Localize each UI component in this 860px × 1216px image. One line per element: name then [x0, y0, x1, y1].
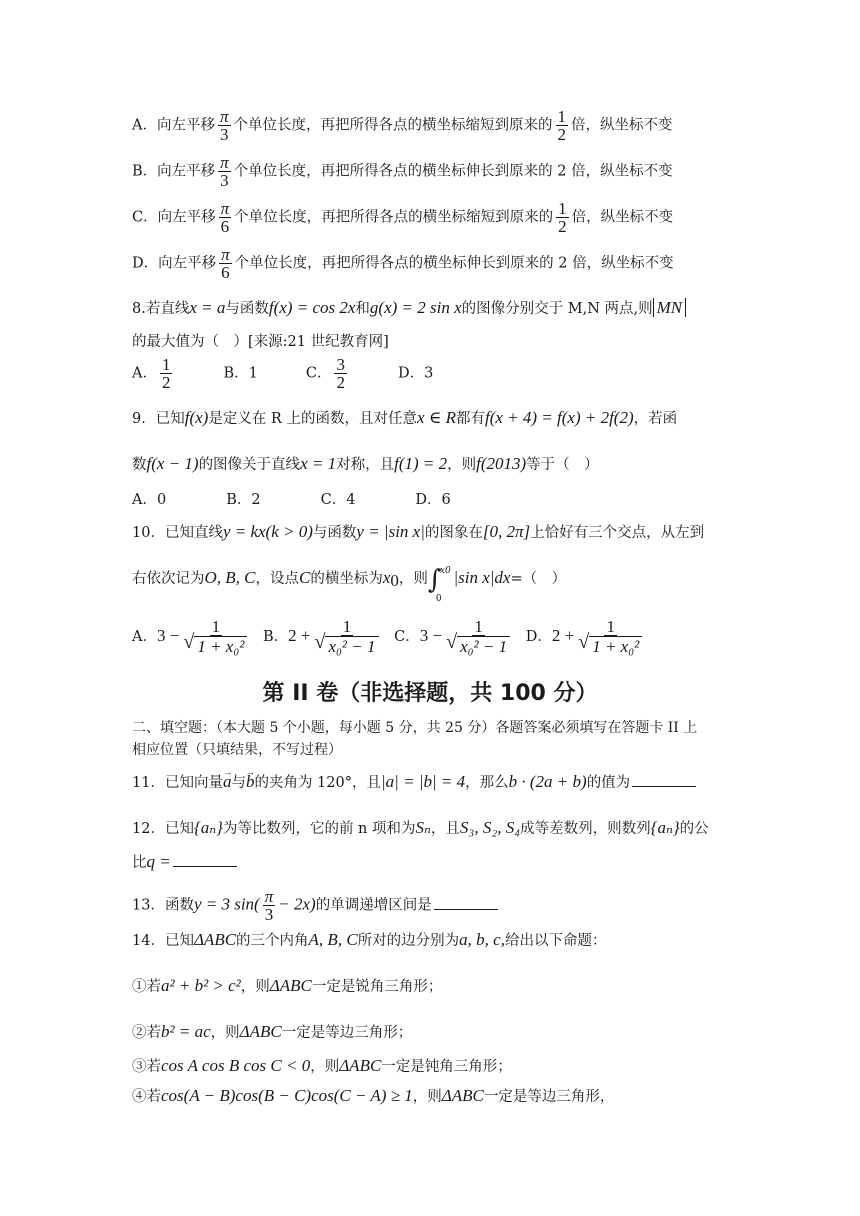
q14-proposition-2: [132, 1022, 412, 1043]
q11-math: b · (2a + b): [508, 772, 587, 791]
q10-options: [132, 618, 647, 656]
q12-math: Sₙ: [415, 818, 431, 837]
q13-math: y = 3 sin(: [193, 894, 260, 914]
q10-text: ，设点: [255, 571, 299, 587]
q14-text: ②若: [132, 1025, 161, 1041]
q9-math: x = 1: [300, 454, 337, 473]
q10-option-a-label: A．: [132, 629, 157, 645]
q14-math: a² + b² > c²: [161, 976, 241, 995]
q10-math: y = kx(k > 0): [222, 522, 313, 541]
q7-a-shift-fraction: [218, 108, 231, 143]
q8-text: 和: [355, 301, 370, 317]
q7-d-middle: 个单位长度，再把所得各点的横坐标伸长到原来的 2 倍，纵坐标不变: [234, 255, 674, 272]
q7-b-middle: 个单位长度，再把所得各点的横坐标伸长到原来的 2 倍，纵坐标不变: [233, 163, 673, 180]
q10-math: C: [299, 568, 311, 587]
q14-text: ，则: [240, 979, 270, 995]
q7-c-suffix: 倍，纵坐标不变: [571, 209, 674, 226]
q9-math: f(x): [184, 408, 209, 427]
q13-text: 的单调递增区间是: [315, 897, 432, 914]
q7-c-prefix: C．向左平移: [132, 209, 216, 226]
q9-math: x ∈ R: [416, 408, 456, 427]
q12-math: {aₙ}: [193, 818, 223, 837]
q9-option-c: C．4: [320, 492, 356, 508]
q9-math: f(x + 4) = f(x) + 2f(2): [484, 408, 634, 427]
q8-math-g: g(x) = 2 sin x: [369, 298, 462, 317]
frac-num: π: [264, 887, 274, 906]
q7-d-shift-fraction: [219, 246, 232, 281]
q14-text: 一定是等边三角形，: [483, 1089, 615, 1105]
q9-text: 等于（ ）: [526, 457, 599, 473]
q12-math: {aₙ}: [650, 818, 680, 837]
vector-a: → a: [223, 772, 232, 792]
q8-text: 的图像分别交于 M,N 两点,则: [461, 301, 653, 317]
q9-text: ，若函: [633, 411, 678, 427]
q11-text: ，那么: [465, 775, 509, 791]
q7-c-shift-fraction: [219, 200, 232, 235]
frac-num: 1: [557, 107, 567, 126]
q14-math: ΔABC: [269, 976, 312, 995]
q14-math: ΔABC: [193, 930, 237, 949]
q14-proposition-1: [132, 976, 442, 997]
q10-option-d-fraction: [577, 618, 644, 656]
q14-text: ①若: [132, 979, 161, 995]
q10-option-b-lead: 2 +: [288, 626, 311, 645]
radical: √ x₀² − 1: [325, 636, 378, 655]
q10-option-c-label: C．: [394, 629, 420, 645]
q10-option-a-lead: 3 −: [156, 626, 180, 645]
q10-text: 右依次记为: [132, 571, 205, 587]
q10-option-c-fraction: [445, 618, 512, 656]
q14-proposition-3: [132, 1056, 512, 1077]
q8-text: 与函数: [225, 301, 269, 317]
q9-line-2: [132, 454, 599, 475]
q7-option-a: [132, 108, 673, 143]
q14-proposition-4: [132, 1086, 614, 1107]
q10-math: [0, 2π]: [482, 522, 531, 541]
q14-text: 一定是等边三角形；: [281, 1025, 413, 1041]
q9-text: 9．已知: [132, 411, 185, 427]
q13-text: 13．函数: [132, 897, 194, 914]
q9-text: 的图像关于直线: [198, 457, 301, 473]
answer-blank[interactable]: [173, 852, 237, 867]
q14-math: a, b, c,: [459, 930, 505, 949]
q14-math: b² = ac: [161, 1022, 211, 1041]
q7-b-shift-fraction: [218, 154, 231, 189]
frac-den: 3: [264, 905, 274, 924]
q13-line: [132, 888, 498, 923]
radical: √ 1 + x₀²: [589, 636, 642, 655]
q12-text: ，且: [430, 821, 460, 837]
frac-num: 1: [211, 617, 221, 636]
q9-text: 数: [132, 457, 147, 473]
q8-text: 8.若直线: [132, 301, 190, 317]
q9-text: 对称，且: [336, 457, 395, 473]
q14-text: ，则: [412, 1089, 442, 1105]
q14-math: cos A cos B cos C < 0: [161, 1056, 311, 1075]
q10-text: ，则: [398, 571, 428, 587]
q10-option-d-lead: 2 +: [551, 626, 575, 645]
q10-text: 上恰好有三个交点，从左到: [530, 525, 705, 541]
frac-num: 3: [336, 355, 345, 374]
q14-text: ④若: [132, 1089, 161, 1105]
q10-integrand: |sin x|dx: [453, 568, 511, 587]
q10-math: x: [382, 568, 391, 587]
q12-text: 比: [132, 855, 147, 871]
q8-option-a-label: A．: [132, 365, 157, 382]
q7-a-prefix: A．向左平移: [132, 117, 215, 134]
radical: √ x₀² − 1: [457, 636, 510, 655]
q14-text: 所对的边分别为: [357, 933, 460, 949]
q14-math: ΔABC: [239, 1022, 282, 1041]
q9-math: f(x − 1): [146, 454, 199, 473]
q14-text: 给出以下命题：: [504, 933, 607, 949]
q9-math: f(2013): [476, 454, 527, 473]
q14-text: ，则: [210, 1025, 240, 1041]
q12-text: 的公: [679, 821, 709, 837]
q9-text: ，则: [447, 457, 477, 473]
q10-option-b-fraction: [313, 618, 380, 656]
q9-option-d: D．6: [415, 492, 451, 508]
frac-den: 3: [220, 171, 229, 190]
q7-a-ratio-fraction: [556, 108, 569, 143]
frac-num: 1: [161, 355, 171, 374]
q8-math-f: f(x) = cos 2x: [268, 298, 356, 317]
q14-math: cos(A − B)cos(B − C)cos(C − A) ≥ 1: [161, 1086, 413, 1105]
q11-text: 的夹角为 120°，且: [254, 775, 381, 791]
q8-option-a-fraction: [160, 356, 173, 391]
q8-option-b: B．1: [223, 365, 258, 382]
q7-a-suffix: 倍，纵坐标不变: [571, 117, 673, 134]
q9-option-a: A．0: [132, 492, 167, 508]
frac-num: π: [220, 153, 229, 172]
q10-line-1: [132, 522, 704, 543]
q7-c-ratio-fraction: [556, 200, 569, 235]
frac-num: 1: [606, 617, 615, 636]
frac-num: π: [219, 107, 229, 126]
frac-den: 2: [557, 125, 567, 144]
q13-fraction: [263, 888, 276, 923]
q12-math: q =: [146, 852, 171, 871]
frac-den: 2: [161, 373, 171, 392]
answer-blank[interactable]: [632, 772, 696, 787]
q12-line-2: [132, 852, 237, 873]
radical: √ 1 + x₀²: [194, 636, 247, 655]
frac-den: 2: [558, 217, 567, 236]
q14-text: ，则: [310, 1059, 340, 1075]
q10-option-c-lead: 3 −: [419, 626, 443, 645]
q7-option-b: [132, 154, 673, 189]
q12-math: S₃, S₂, S₄: [459, 818, 521, 837]
q7-a-middle: 个单位长度，再把所得各点的横坐标缩短到原来的: [233, 117, 553, 134]
q14-text: 一定是锐角三角形；: [311, 979, 443, 995]
q10-text: 的图象在: [424, 525, 483, 541]
q14-math: ΔABC: [441, 1086, 484, 1105]
frac-num: 1: [474, 617, 483, 636]
integral-lower-limit: 0: [435, 594, 442, 604]
q8-options: [132, 356, 433, 391]
section-heading: 第 II 卷（非选择题，共 100 分）: [262, 681, 598, 706]
frac-den: 2: [336, 373, 345, 392]
q14-text: 的三个内角: [236, 933, 309, 949]
q10-text: =（ ）: [510, 571, 567, 587]
q8-line-1: [132, 298, 686, 319]
frac-num: 1: [342, 617, 352, 636]
q10-text: 与函数: [312, 525, 357, 541]
q7-d-prefix: D．向左平移: [132, 255, 217, 272]
q10-option-a-fraction: [182, 618, 249, 656]
answer-blank[interactable]: [434, 895, 498, 910]
frac-num: π: [220, 199, 230, 218]
q12-line-1: [132, 818, 709, 839]
q7-option-d: [132, 246, 674, 281]
q8-text: 的最大值为（ ）[来源:21 世纪教育网]: [132, 334, 389, 350]
q12-text: 12．已知: [132, 821, 194, 837]
frac-den: 3: [220, 125, 229, 144]
q7-option-c: [132, 200, 673, 235]
q10-option-b-label: B．: [262, 629, 289, 645]
q14-text: 14．已知: [132, 933, 194, 949]
q11-text: 与: [231, 775, 246, 791]
q8-option-d: D．3: [397, 365, 434, 382]
fill-intro-line-2: 相应位置（只填结果，不写过程）: [132, 742, 342, 758]
q10-option-d-label: D．: [525, 629, 552, 645]
q10-math: O, B, C: [204, 568, 256, 587]
q7-c-middle: 个单位长度，再把所得各点的横坐标缩短到原来的: [234, 209, 554, 226]
q13-math: − 2x): [278, 894, 316, 914]
q10-subscript: 0: [390, 571, 399, 590]
q14-text: ③若: [132, 1059, 161, 1075]
q9-option-b: B．2: [226, 492, 261, 508]
q10-line-2: [132, 565, 567, 604]
q7-b-prefix: B．向左平移: [132, 163, 216, 180]
q12-text: 成等差数列，则数列: [520, 821, 651, 837]
frac-den: 6: [220, 217, 230, 236]
q8-option-c-fraction: [334, 356, 347, 391]
q10-text: 10．已知直线: [132, 525, 223, 541]
q8-math-mn: MN: [653, 298, 687, 317]
frac-num: π: [221, 245, 230, 264]
integral-upper-limit: x0: [439, 566, 451, 576]
q14-line-1: [132, 930, 606, 951]
q9-line-1: [132, 408, 677, 429]
q9-options: [132, 490, 451, 510]
q9-text: 是定义在 R 上的函数，且对任意: [208, 411, 417, 427]
q11-line: [132, 772, 696, 793]
q14-text: 一定是钝角三角形；: [381, 1059, 512, 1075]
q11-text: 11．已知向量: [132, 775, 223, 791]
integral-sign: ∫ x0 0: [428, 565, 442, 595]
q12-text: 为等比数列，它的前 n 项和为: [222, 821, 416, 837]
q14-math: ΔABC: [339, 1056, 382, 1075]
vector-b: → b: [246, 772, 255, 792]
fill-intro-line-1: 二、填空题：（本大题 5 个小题，每小题 5 分，共 25 分）各题答案必须填写在答题卡 II 上: [132, 720, 698, 736]
q8-line-2: [132, 332, 389, 352]
q10-math: y = |sin x|: [356, 522, 425, 541]
q11-text: 的值为: [586, 775, 631, 791]
q11-math: |a| = |b| = 4: [381, 772, 466, 791]
q14-math: A, B, C: [308, 930, 358, 949]
q10-text: 的横坐标为: [310, 571, 383, 587]
q8-math-line: x = a: [189, 298, 226, 317]
frac-num: 1: [558, 199, 567, 218]
q9-math: f(1) = 2: [394, 454, 448, 473]
q8-option-c-label: C．: [305, 365, 332, 382]
frac-den: 6: [221, 263, 230, 282]
q9-text: 都有: [455, 411, 485, 427]
